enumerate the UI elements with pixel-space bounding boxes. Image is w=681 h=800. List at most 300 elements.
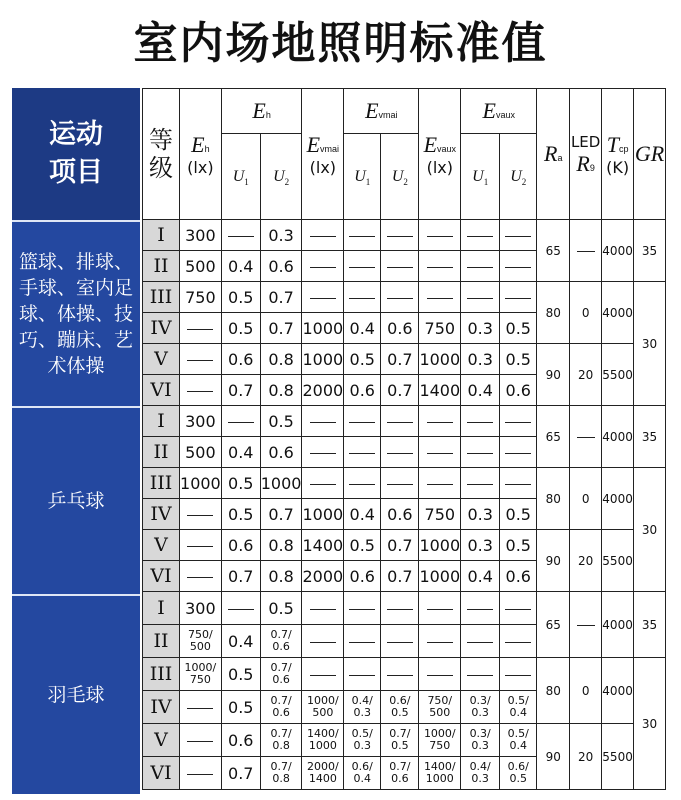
evaux-cell bbox=[419, 437, 461, 468]
evaux-u2-cell bbox=[500, 592, 537, 625]
dash-mark bbox=[349, 298, 375, 299]
dash-mark bbox=[349, 422, 375, 423]
eh-cell bbox=[180, 499, 222, 530]
dash-mark bbox=[505, 609, 531, 610]
eh-u1-cell bbox=[221, 220, 260, 251]
ra-cell: 65 bbox=[537, 220, 570, 282]
evmai-cell bbox=[302, 658, 344, 691]
evmai-u1-cell: 0.5 bbox=[344, 344, 381, 375]
evmai-u1-cell: 0.6/ 0.4 bbox=[344, 757, 381, 790]
dash-mark bbox=[187, 391, 213, 392]
r9-cell bbox=[570, 592, 602, 658]
r9-cell: 0 bbox=[570, 282, 602, 344]
evaux-header bbox=[419, 89, 461, 220]
eh-u1-cell: 0.7 bbox=[221, 757, 260, 790]
eh-cell: 500 bbox=[180, 437, 222, 468]
evaux-u1-cell: 0.4/ 0.3 bbox=[461, 757, 500, 790]
dash-mark bbox=[505, 642, 531, 643]
dash-mark bbox=[467, 422, 493, 423]
dash-mark bbox=[427, 675, 453, 676]
tcp-cell: 4000 bbox=[602, 406, 634, 468]
evmai-u1-cell bbox=[344, 625, 381, 658]
dash-mark bbox=[349, 484, 375, 485]
eh-cell bbox=[180, 375, 222, 406]
eh-u1-cell: 0.5 bbox=[221, 313, 260, 344]
dash-mark bbox=[187, 577, 213, 578]
tcp-unit: (K) bbox=[606, 157, 630, 177]
evmai-cell bbox=[302, 251, 344, 282]
dash-mark bbox=[427, 267, 453, 268]
evmai-symbol: Evmai bbox=[306, 131, 340, 157]
ra-cell: 80 bbox=[537, 658, 570, 724]
grade-cell: VI bbox=[143, 757, 180, 790]
evaux-u1-cell: 0.3/ 0.3 bbox=[461, 724, 500, 757]
grade-cell: V bbox=[143, 724, 180, 757]
dash-mark bbox=[310, 267, 336, 268]
evmai-u1-cell bbox=[344, 220, 381, 251]
evmai-cell bbox=[302, 437, 344, 468]
evaux-cell: 1000 bbox=[419, 561, 461, 592]
evmai-u2-cell: 0.7 bbox=[381, 561, 419, 592]
evaux-u1-cell: 0.3 bbox=[461, 499, 500, 530]
evmai-unit: (lx) bbox=[309, 157, 337, 177]
evmai-u1-cell: 0.4/ 0.3 bbox=[344, 691, 381, 724]
gr-cell: 30 bbox=[634, 468, 666, 592]
grade-cell: IV bbox=[143, 691, 180, 724]
evmai-u2-cell bbox=[381, 658, 419, 691]
dash-mark bbox=[427, 453, 453, 454]
evmai-cell bbox=[302, 592, 344, 625]
evmai-u2-cell: 0.7 bbox=[381, 344, 419, 375]
eh-u1-cell: 0.4 bbox=[221, 251, 260, 282]
gr-cell: 30 bbox=[634, 658, 666, 790]
evaux-u2-cell: 0.6 bbox=[500, 375, 537, 406]
gr-cell: 35 bbox=[634, 406, 666, 468]
r9-cell: 0 bbox=[570, 658, 602, 724]
eh-u2-cell: 0.7 bbox=[260, 499, 302, 530]
grade-cell: V bbox=[143, 344, 180, 375]
table-row bbox=[143, 468, 666, 499]
dash-mark bbox=[387, 642, 413, 643]
eh-cell: 750 bbox=[180, 282, 222, 313]
evaux-unit: (lx) bbox=[426, 157, 453, 177]
eh-u1-header bbox=[221, 134, 260, 220]
dash-mark bbox=[349, 675, 375, 676]
ea-u1-header bbox=[461, 134, 500, 220]
dash-mark bbox=[387, 298, 413, 299]
sport-sidebar bbox=[12, 88, 140, 794]
evmai-u1-cell bbox=[344, 592, 381, 625]
u2-label: $U_2$ bbox=[510, 167, 527, 188]
table-row bbox=[143, 220, 666, 251]
dash-mark bbox=[467, 484, 493, 485]
table-row bbox=[143, 724, 666, 757]
lighting-standards-table bbox=[142, 88, 666, 790]
dash-mark bbox=[505, 236, 531, 237]
dash-mark bbox=[467, 267, 493, 268]
eh-u1-cell: 0.7 bbox=[221, 375, 260, 406]
evaux-u2-cell bbox=[500, 282, 537, 313]
evaux-cell bbox=[419, 468, 461, 499]
dash-mark bbox=[577, 625, 595, 626]
dash-mark bbox=[349, 453, 375, 454]
sport-group-table-tennis: 乒乓球 bbox=[12, 406, 140, 594]
tcp-cell: 5500 bbox=[602, 344, 634, 406]
dash-mark bbox=[387, 236, 413, 237]
sport-group-basketball: 篮球、排球、手球、室内足球、体操、技巧、蹦床、艺术体操 bbox=[12, 220, 140, 406]
evmai-u1-cell bbox=[344, 468, 381, 499]
grade-cell: III bbox=[143, 468, 180, 499]
dash-mark bbox=[467, 675, 493, 676]
eh-u2-cell: 0.5 bbox=[260, 406, 302, 437]
eh-u1-cell bbox=[221, 592, 260, 625]
ra-cell: 90 bbox=[537, 344, 570, 406]
evmai-u1-cell bbox=[344, 406, 381, 437]
ra-cell: 80 bbox=[537, 282, 570, 344]
eh-u2-cell: 0.8 bbox=[260, 561, 302, 592]
eh-u1-cell: 0.5 bbox=[221, 691, 260, 724]
eh-u1-cell: 0.6 bbox=[221, 530, 260, 561]
u1-label: $U_1$ bbox=[354, 167, 371, 188]
grade-header: 等 级 bbox=[143, 89, 180, 220]
evaux-cell bbox=[419, 625, 461, 658]
eh-u2-cell: 0.6 bbox=[260, 251, 302, 282]
ra-cell: 90 bbox=[537, 530, 570, 592]
evmai-header bbox=[302, 89, 344, 220]
tcp-cell: 4000 bbox=[602, 282, 634, 344]
eh-u2-cell: 0.8 bbox=[260, 530, 302, 561]
table-row bbox=[143, 406, 666, 437]
dash-mark bbox=[505, 422, 531, 423]
grade-cell: I bbox=[143, 592, 180, 625]
evmai-cell: 2000 bbox=[302, 375, 344, 406]
evmai-u2-cell: 0.7 bbox=[381, 375, 419, 406]
dash-mark bbox=[387, 675, 413, 676]
dash-mark bbox=[427, 298, 453, 299]
gr-cell: 35 bbox=[634, 592, 666, 658]
grade-cell: VI bbox=[143, 561, 180, 592]
eh-u2-cell: 1000 bbox=[260, 468, 302, 499]
tcp-cell: 4000 bbox=[602, 658, 634, 724]
table-row bbox=[143, 282, 666, 313]
eh-cell bbox=[180, 757, 222, 790]
evmai-cell: 2000 bbox=[302, 561, 344, 592]
evaux-symbol: Evaux bbox=[423, 131, 457, 157]
evaux-u2-cell bbox=[500, 468, 537, 499]
eh-u1-cell: 0.5 bbox=[221, 499, 260, 530]
eh-cell: 1000/ 750 bbox=[180, 658, 222, 691]
evmai-cell bbox=[302, 625, 344, 658]
evaux-u1-cell: 0.3/ 0.3 bbox=[461, 691, 500, 724]
evmai-cell: 1400 bbox=[302, 530, 344, 561]
evmai-u1-cell: 0.6 bbox=[344, 375, 381, 406]
evaux-u2-cell bbox=[500, 437, 537, 468]
dash-mark bbox=[310, 422, 336, 423]
evmai-u2-cell bbox=[381, 282, 419, 313]
eh-cell: 500 bbox=[180, 251, 222, 282]
evmai-cell: 1000/ 500 bbox=[302, 691, 344, 724]
eh-u2-cell: 0.8 bbox=[260, 375, 302, 406]
table-row bbox=[143, 658, 666, 691]
dash-mark bbox=[187, 708, 213, 709]
evmai-cell bbox=[302, 282, 344, 313]
evmai-u2-cell: 0.6 bbox=[381, 313, 419, 344]
evaux-u1-cell: 0.3 bbox=[461, 530, 500, 561]
eh-u1-cell: 0.4 bbox=[221, 437, 260, 468]
eh-u2-cell: 0.7/ 0.6 bbox=[260, 625, 302, 658]
r9-cell: 20 bbox=[570, 344, 602, 406]
dash-mark bbox=[228, 609, 254, 610]
eh-u2-cell: 0.3 bbox=[260, 220, 302, 251]
eh-u2-cell: 0.7/ 0.8 bbox=[260, 724, 302, 757]
dash-mark bbox=[467, 236, 493, 237]
tcp-cell: 5500 bbox=[602, 724, 634, 790]
grade-cell: III bbox=[143, 282, 180, 313]
evaux-cell bbox=[419, 658, 461, 691]
eh-u2-cell: 0.5 bbox=[260, 592, 302, 625]
dash-mark bbox=[349, 236, 375, 237]
evmai-u-symbol: Evmai bbox=[365, 98, 398, 123]
tcp-cell: 4000 bbox=[602, 592, 634, 658]
dash-mark bbox=[427, 422, 453, 423]
eh-u-symbol: Eh bbox=[252, 98, 271, 123]
eh-cell bbox=[180, 691, 222, 724]
dash-mark bbox=[187, 360, 213, 361]
evaux-cell: 750/ 500 bbox=[419, 691, 461, 724]
eh-u2-cell: 0.7 bbox=[260, 282, 302, 313]
dash-mark bbox=[228, 236, 254, 237]
dash-mark bbox=[187, 329, 213, 330]
eh-symbol: Eh bbox=[191, 131, 210, 157]
dash-mark bbox=[387, 609, 413, 610]
evaux-u1-cell bbox=[461, 406, 500, 437]
r9-cell: 20 bbox=[570, 724, 602, 790]
r9-header bbox=[570, 89, 602, 220]
ra-cell: 65 bbox=[537, 406, 570, 468]
dash-mark bbox=[387, 484, 413, 485]
evmai-u1-cell: 0.4 bbox=[344, 499, 381, 530]
grade-cell: II bbox=[143, 251, 180, 282]
evaux-u2-cell: 0.5/ 0.4 bbox=[500, 691, 537, 724]
evaux-cell: 1000/ 750 bbox=[419, 724, 461, 757]
eh-u2-cell: 0.7/ 0.8 bbox=[260, 757, 302, 790]
evmai-u1-cell bbox=[344, 658, 381, 691]
sport-group-badminton: 羽毛球 bbox=[12, 594, 140, 794]
eh-cell bbox=[180, 344, 222, 375]
evaux-cell bbox=[419, 406, 461, 437]
evmai-cell: 2000/ 1400 bbox=[302, 757, 344, 790]
grade-cell: I bbox=[143, 406, 180, 437]
tcp-header bbox=[602, 89, 634, 220]
evmai-u2-cell: 0.7/ 0.5 bbox=[381, 724, 419, 757]
evaux-u2-cell bbox=[500, 625, 537, 658]
evaux-u1-cell bbox=[461, 282, 500, 313]
evmai-u1-cell: 0.6 bbox=[344, 561, 381, 592]
evaux-u1-cell bbox=[461, 220, 500, 251]
evmai-u2-cell bbox=[381, 592, 419, 625]
tcp-cell: 4000 bbox=[602, 468, 634, 530]
eh-u1-cell bbox=[221, 406, 260, 437]
dash-mark bbox=[505, 298, 531, 299]
r9-cell bbox=[570, 220, 602, 282]
evmai-u2-cell: 0.6 bbox=[381, 499, 419, 530]
dash-mark bbox=[505, 484, 531, 485]
page-title: 室内场地照明标准值 bbox=[133, 18, 548, 69]
eh-header bbox=[180, 89, 222, 220]
evaux-cell: 1000 bbox=[419, 344, 461, 375]
evmai-u2-cell bbox=[381, 625, 419, 658]
eh-u2-header bbox=[260, 134, 302, 220]
evmai-u1-cell bbox=[344, 251, 381, 282]
dash-mark bbox=[310, 453, 336, 454]
grade-cell: VI bbox=[143, 375, 180, 406]
dash-mark bbox=[187, 515, 213, 516]
ra-cell: 80 bbox=[537, 468, 570, 530]
evaux-u-symbol: Evaux bbox=[482, 98, 515, 123]
evaux-u1-cell bbox=[461, 468, 500, 499]
dash-mark bbox=[427, 236, 453, 237]
evmai-cell: 1000 bbox=[302, 344, 344, 375]
evaux-cell bbox=[419, 592, 461, 625]
dash-mark bbox=[228, 422, 254, 423]
eh-cell: 300 bbox=[180, 220, 222, 251]
ev-u2-header bbox=[381, 134, 419, 220]
dash-mark bbox=[427, 484, 453, 485]
evaux-u2-cell: 0.5 bbox=[500, 344, 537, 375]
evmai-cell bbox=[302, 220, 344, 251]
r9-top: LED bbox=[570, 132, 601, 151]
r9-cell: 0 bbox=[570, 468, 602, 530]
evaux-u2-cell: 0.6 bbox=[500, 561, 537, 592]
dash-mark bbox=[349, 609, 375, 610]
evaux-u1-cell: 0.3 bbox=[461, 344, 500, 375]
ra-cell: 90 bbox=[537, 724, 570, 790]
dash-mark bbox=[310, 675, 336, 676]
dash-mark bbox=[349, 642, 375, 643]
ea-u2-header bbox=[500, 134, 537, 220]
evaux-u2-cell bbox=[500, 406, 537, 437]
evaux-cell: 750 bbox=[419, 313, 461, 344]
dash-mark bbox=[577, 251, 595, 252]
evaux-u2-cell: 0.6/ 0.5 bbox=[500, 757, 537, 790]
grade-cell: IV bbox=[143, 499, 180, 530]
tcp-cell: 4000 bbox=[602, 220, 634, 282]
eh-cell: 750/ 500 bbox=[180, 625, 222, 658]
dash-mark bbox=[349, 267, 375, 268]
eh-cell bbox=[180, 561, 222, 592]
eh-u1-cell: 0.6 bbox=[221, 344, 260, 375]
dash-mark bbox=[310, 484, 336, 485]
eh-cell: 1000 bbox=[180, 468, 222, 499]
evaux-u2-cell bbox=[500, 251, 537, 282]
dash-mark bbox=[387, 453, 413, 454]
dash-mark bbox=[505, 453, 531, 454]
standards-table-wrapper bbox=[12, 88, 666, 794]
eh-cell bbox=[180, 724, 222, 757]
eh-u1-cell: 0.6 bbox=[221, 724, 260, 757]
grade-cell: I bbox=[143, 220, 180, 251]
eh-u2-cell: 0.7/ 0.6 bbox=[260, 658, 302, 691]
table-row bbox=[143, 344, 666, 375]
eh-u2-cell: 0.8 bbox=[260, 344, 302, 375]
eh-u1-cell: 0.4 bbox=[221, 625, 260, 658]
evmai-cell: 1000 bbox=[302, 499, 344, 530]
eh-u1-cell: 0.5 bbox=[221, 658, 260, 691]
dash-mark bbox=[427, 609, 453, 610]
grade-cell: II bbox=[143, 437, 180, 468]
evmai-u2-cell bbox=[381, 406, 419, 437]
evaux-cell: 1400/ 1000 bbox=[419, 757, 461, 790]
evmai-u1-cell: 0.5/ 0.3 bbox=[344, 724, 381, 757]
eh-unit: (lx) bbox=[187, 157, 214, 177]
evaux-u2-cell bbox=[500, 220, 537, 251]
grade-cell: II bbox=[143, 625, 180, 658]
table-row bbox=[143, 530, 666, 561]
evmai-u1-cell bbox=[344, 437, 381, 468]
evmai-cell: 1000 bbox=[302, 313, 344, 344]
evaux-u2-cell: 0.5/ 0.4 bbox=[500, 724, 537, 757]
evaux-cell bbox=[419, 282, 461, 313]
ra-header bbox=[537, 89, 570, 220]
ra-symbol: Ra bbox=[544, 141, 563, 166]
eh-cell: 300 bbox=[180, 406, 222, 437]
evaux-cell: 750 bbox=[419, 499, 461, 530]
evaux-u1-cell bbox=[461, 625, 500, 658]
dash-mark bbox=[467, 298, 493, 299]
gr-cell: 30 bbox=[634, 282, 666, 406]
ev-u1-header bbox=[344, 134, 381, 220]
dash-mark bbox=[467, 453, 493, 454]
r9-cell bbox=[570, 406, 602, 468]
evmai-u2-cell: 0.7/ 0.6 bbox=[381, 757, 419, 790]
r9-cell: 20 bbox=[570, 530, 602, 592]
dash-mark bbox=[310, 236, 336, 237]
eh-u1-cell: 0.5 bbox=[221, 282, 260, 313]
evaux-cell: 1000 bbox=[419, 530, 461, 561]
dash-mark bbox=[387, 422, 413, 423]
eh-cell: 300 bbox=[180, 592, 222, 625]
grade-cell: IV bbox=[143, 313, 180, 344]
sport-column-header: 运动 项目 bbox=[12, 88, 140, 220]
evmai-u2-cell bbox=[381, 468, 419, 499]
evaux-uniformity-header bbox=[461, 89, 537, 134]
evaux-u2-cell: 0.5 bbox=[500, 530, 537, 561]
eh-cell bbox=[180, 530, 222, 561]
evaux-u1-cell bbox=[461, 251, 500, 282]
eh-u1-cell: 0.5 bbox=[221, 468, 260, 499]
u1-label: $U_1$ bbox=[472, 167, 489, 188]
evmai-cell bbox=[302, 406, 344, 437]
tcp-symbol: Tcp bbox=[606, 131, 629, 157]
eh-u2-cell: 0.7 bbox=[260, 313, 302, 344]
gr-header: GR bbox=[634, 89, 666, 220]
evaux-cell bbox=[419, 220, 461, 251]
evmai-cell: 1400/ 1000 bbox=[302, 724, 344, 757]
dash-mark bbox=[310, 609, 336, 610]
evmai-u1-cell: 0.4 bbox=[344, 313, 381, 344]
dash-mark bbox=[187, 741, 213, 742]
gr-cell: 35 bbox=[634, 220, 666, 282]
dash-mark bbox=[577, 437, 595, 438]
evaux-u1-cell bbox=[461, 592, 500, 625]
evaux-cell: 1400 bbox=[419, 375, 461, 406]
dash-mark bbox=[310, 298, 336, 299]
dash-mark bbox=[467, 642, 493, 643]
evmai-u1-cell: 0.5 bbox=[344, 530, 381, 561]
evaux-u1-cell bbox=[461, 437, 500, 468]
ra-cell: 65 bbox=[537, 592, 570, 658]
evaux-u1-cell: 0.3 bbox=[461, 313, 500, 344]
